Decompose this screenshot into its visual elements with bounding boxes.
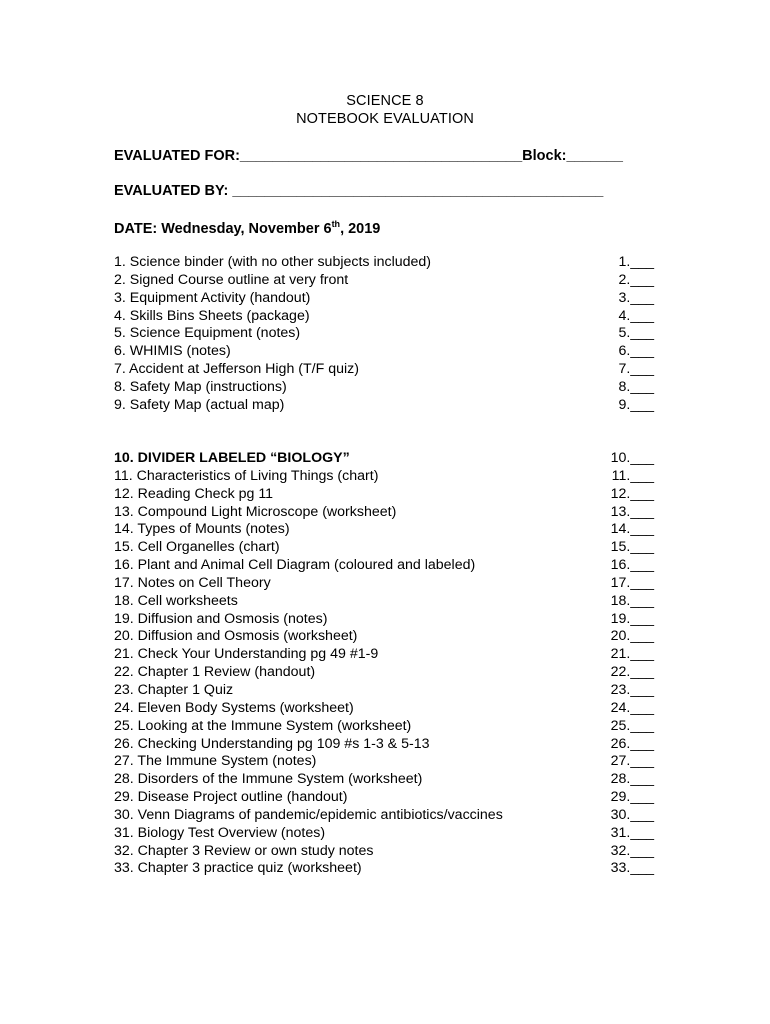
- checklist-item: [114, 254, 654, 272]
- checklist-item: [114, 807, 654, 825]
- checklist-item-blank: 3.___: [618, 289, 654, 306]
- checklist-item-blank: 15.___: [610, 539, 654, 556]
- checklist-item: [114, 628, 654, 646]
- checklist-item-label: 3. Equipment Activity (handout): [114, 289, 311, 306]
- checklist-item-blank: 17.___: [610, 574, 654, 591]
- checklist-item-blank: 12.___: [610, 485, 654, 502]
- checklist-item-blank: 16.___: [610, 557, 654, 574]
- checklist-item: [114, 646, 654, 664]
- checklist-item: [114, 272, 654, 290]
- checklist-item-blank: 33.___: [610, 860, 654, 877]
- checklist-item-blank: 18.___: [610, 592, 654, 609]
- checklist-item: [114, 361, 654, 379]
- checklist-item-label: 32. Chapter 3 Review or own study notes: [114, 842, 374, 859]
- checklist-item-label: 21. Check Your Understanding pg 49 #1-9: [114, 646, 379, 663]
- checklist-item-blank: 24.___: [610, 699, 654, 716]
- checklist-item-label: 11. Characteristics of Living Things (chart): [114, 467, 379, 484]
- checklist-item-label: 28. Disorders of the Immune System (worksheet): [114, 771, 423, 788]
- checklist-item-label: 14. Types of Mounts (notes): [114, 521, 290, 538]
- checklist-item-blank: 1.___: [618, 254, 654, 270]
- checklist-item-blank: 7.___: [618, 361, 654, 378]
- checklist-item-label: 8. Safety Map (instructions): [114, 378, 287, 395]
- checklist-item: [114, 450, 654, 468]
- checklist-item: [114, 736, 654, 754]
- checklist-item-blank: 27.___: [610, 753, 654, 770]
- checklist-item-blank: 25.___: [610, 717, 654, 734]
- checklist-item-label: 22. Chapter 1 Review (handout): [114, 664, 316, 681]
- checklist-item-label: 29. Disease Project outline (handout): [114, 789, 348, 806]
- checklist-item-blank: 22.___: [610, 664, 654, 681]
- checklist-item-label: 15. Cell Organelles (chart): [114, 539, 280, 556]
- checklist-item-blank: 14.___: [610, 521, 654, 538]
- checklist-item-blank: 28.___: [610, 771, 654, 788]
- checklist-item: [114, 521, 654, 539]
- checklist-item-blank: 5.___: [618, 325, 654, 342]
- checklist-item: [114, 557, 654, 575]
- checklist-item-blank: 23.___: [610, 681, 654, 698]
- checklist-item-blank: 11.___: [611, 467, 654, 484]
- checklist-item: [114, 700, 654, 718]
- checklist-item-blank: 10.___: [610, 450, 654, 466]
- checklist-item: [114, 593, 654, 611]
- checklist-item: [114, 539, 654, 557]
- checklist-item-label: 10. DIVIDER LABELED “BIOLOGY”: [114, 450, 350, 466]
- date-prefix: DATE: Wednesday, November 6: [114, 221, 332, 237]
- checklist-item-label: 18. Cell worksheets: [114, 592, 238, 609]
- checklist-item: [114, 789, 654, 807]
- checklist-item-blank: 32.___: [610, 842, 654, 859]
- checklist-item-label: 2. Signed Course outline at very front: [114, 271, 349, 288]
- checklist-item: [114, 504, 654, 522]
- checklist-section-1: [114, 254, 654, 415]
- date-ordinal: th: [331, 219, 341, 229]
- checklist-item: [114, 753, 654, 771]
- checklist-item-label: 7. Accident at Jefferson High (T/F quiz): [114, 361, 359, 378]
- evaluated-for-field: EVALUATED FOR:___________________________________Block:_______: [114, 148, 623, 164]
- checklist-item-label: 13. Compound Light Microscope (worksheet): [114, 503, 397, 520]
- checklist-item-label: 30. Venn Diagrams of pandemic/epidemic antibiotics/vaccines: [114, 806, 503, 823]
- checklist-item: [114, 771, 654, 789]
- checklist-item-label: 4. Skills Bins Sheets (package): [114, 307, 310, 324]
- checklist-item: [114, 575, 654, 593]
- checklist-item-label: 31. Biology Test Overview (notes): [114, 824, 326, 841]
- checklist-item-blank: 13.___: [610, 503, 654, 520]
- checklist-item: [114, 825, 654, 843]
- checklist-item-label: 17. Notes on Cell Theory: [114, 574, 271, 591]
- checklist-item-label: 33. Chapter 3 practice quiz (worksheet): [114, 860, 362, 877]
- checklist-item-blank: 19.___: [610, 610, 654, 627]
- checklist-item-blank: 31.___: [610, 824, 654, 841]
- checklist-section-2: [114, 450, 654, 878]
- checklist-item-blank: 21.___: [610, 646, 654, 663]
- checklist-item-label: 5. Science Equipment (notes): [114, 325, 301, 342]
- checklist-item-label: 24. Eleven Body Systems (worksheet): [114, 699, 354, 716]
- checklist-item-blank: 30.___: [610, 806, 654, 823]
- checklist-item-label: 20. Diffusion and Osmosis (worksheet): [114, 628, 358, 645]
- checklist-item-blank: 8.___: [618, 378, 654, 395]
- checklist-item: [114, 468, 654, 486]
- checklist-item: [114, 325, 654, 343]
- checklist-item-label: 16. Plant and Animal Cell Diagram (coloured and labeled): [114, 557, 476, 574]
- checklist-item-label: 9. Safety Map (actual map): [114, 396, 285, 413]
- document-title: SCIENCE 8: [346, 93, 424, 109]
- checklist-item: [114, 290, 654, 308]
- checklist-item-label: 23. Chapter 1 Quiz: [114, 681, 234, 698]
- checklist-item: [114, 486, 654, 504]
- checklist-item-blank: 6.___: [618, 343, 654, 360]
- checklist-item: [114, 343, 654, 361]
- checklist-item-blank: 29.___: [610, 789, 654, 806]
- checklist-item: [114, 860, 654, 878]
- checklist-item-label: 25. Looking at the Immune System (worksheet): [114, 717, 412, 734]
- checklist-item-label: 26. Checking Understanding pg 109 #s 1-3 & 5-13: [114, 735, 430, 752]
- checklist-item-blank: 9.___: [618, 396, 654, 413]
- checklist-item-blank: 4.___: [618, 307, 654, 324]
- checklist-item-label: 1. Science binder (with no other subjects included): [114, 254, 432, 270]
- checklist-item: [114, 664, 654, 682]
- checklist-item: [114, 308, 654, 326]
- checklist-item: [114, 718, 654, 736]
- checklist-item-label: 12. Reading Check pg 11: [114, 485, 274, 502]
- evaluated-by-field: EVALUATED BY: ______________________________________________: [114, 183, 604, 199]
- checklist-item-label: 27. The Immune System (notes): [114, 753, 317, 770]
- checklist-item: [114, 397, 654, 415]
- checklist-item-label: 19. Diffusion and Osmosis (notes): [114, 610, 328, 627]
- checklist-item: [114, 611, 654, 629]
- checklist-item-blank: 2.___: [618, 271, 654, 288]
- date-field: [114, 219, 380, 237]
- checklist-item: [114, 843, 654, 861]
- checklist-item-blank: 20.___: [610, 628, 654, 645]
- document-subtitle: NOTEBOOK EVALUATION: [296, 111, 474, 127]
- checklist-item: [114, 682, 654, 700]
- date-suffix: , 2019: [340, 221, 381, 237]
- checklist-item: [114, 379, 654, 397]
- checklist-item-label: 6. WHIMIS (notes): [114, 343, 231, 360]
- checklist-item-blank: 26.___: [610, 735, 654, 752]
